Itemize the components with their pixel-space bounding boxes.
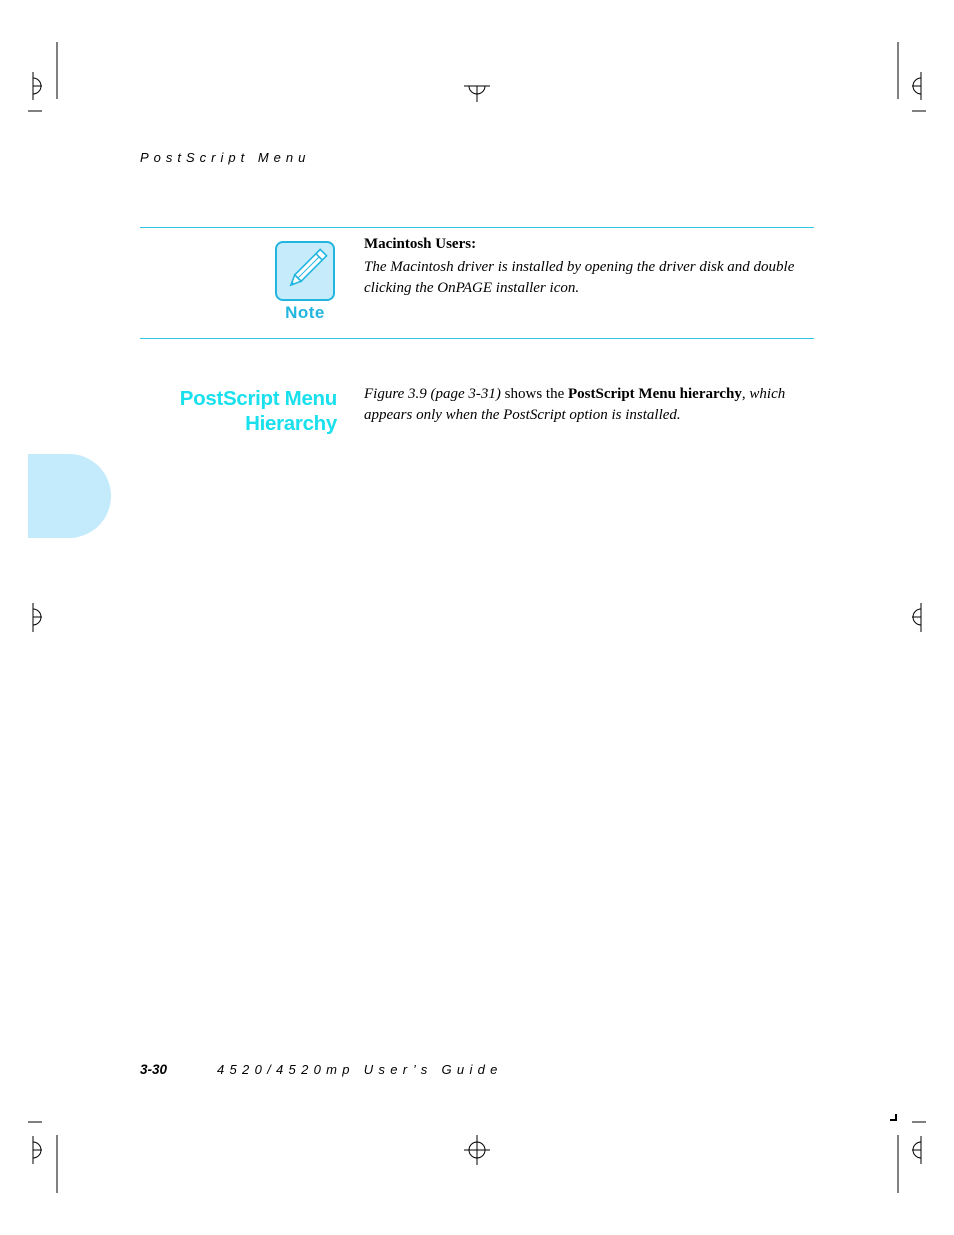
body-text-2: , [741, 386, 746, 402]
body-text-3: which appears only when the PostScript option is installed. [364, 386, 786, 423]
note-body: The Macintosh driver is installed by opening the driver disk and double clicking the OnPAGE installer icon. [364, 259, 795, 296]
section-body [364, 384, 819, 426]
body-bold-term: PostScript Menu hierarchy [568, 386, 742, 402]
page-number: 3-30 [140, 1062, 168, 1077]
pencil-icon [275, 241, 335, 301]
figure-reference: Figure 3.9 (page 3-31) [364, 386, 501, 402]
guide-title: 4520/4520mp User’s Guide [217, 1062, 503, 1077]
chapter-tab [28, 454, 111, 538]
note-label: Note [285, 303, 325, 322]
body-text-1: shows the [500, 386, 569, 402]
running-header: PostScript Menu [140, 150, 311, 165]
note-bottom-rule [140, 338, 814, 339]
section-title-line-1: PostScript Menu [179, 387, 337, 410]
section-title-line-2: Hierarchy [245, 412, 337, 435]
note-heading: Macintosh Users: [364, 236, 477, 252]
note-top-rule [140, 227, 814, 228]
section-title [140, 386, 337, 436]
